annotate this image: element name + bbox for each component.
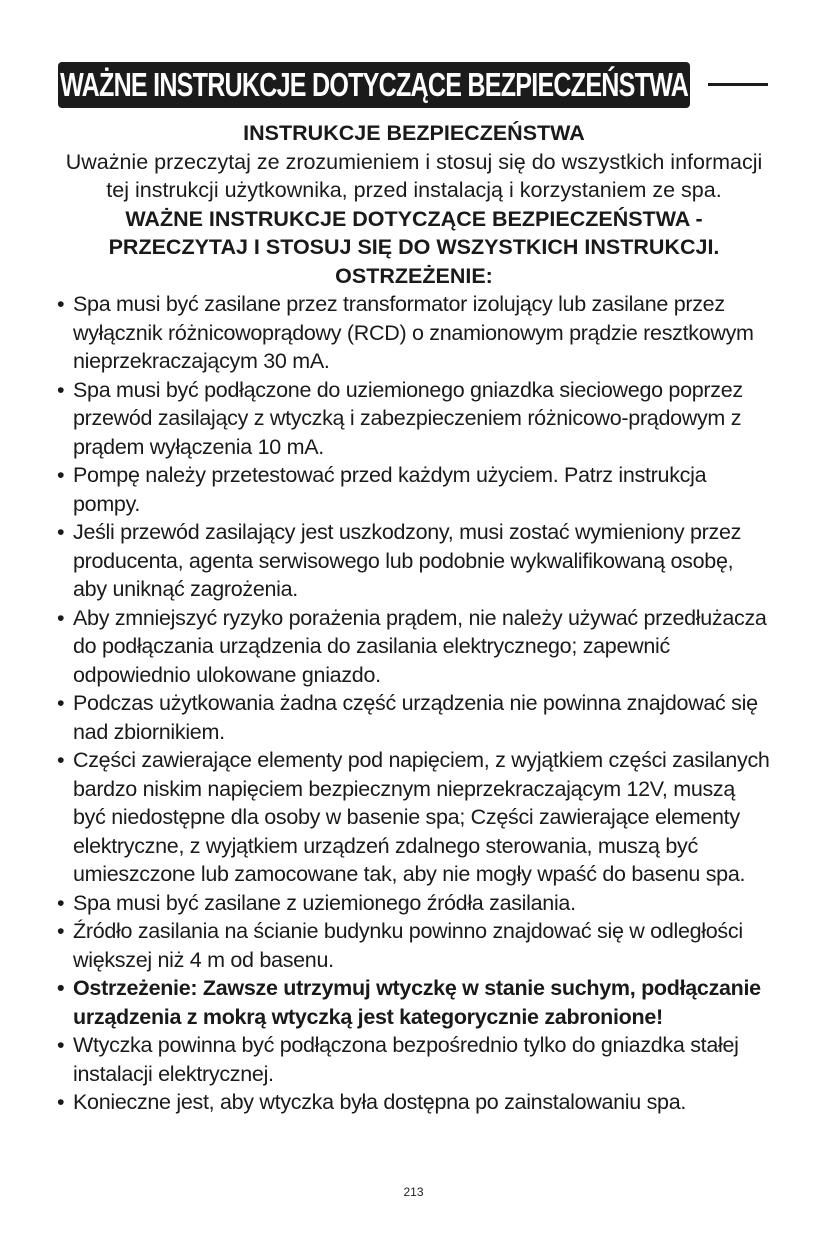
- safety-heading: INSTRUKCJE BEZPIECZEŃSTWA: [243, 121, 585, 145]
- list-item: • Jeśli przewód zasilający jest uszkodzony, musi zostać wymieniony przez producenta, agenta serwisowego lub podobnie wykwalifikowaną osobę, aby uniknąć zagrożenia.: [56, 518, 772, 604]
- page-content: [56, 119, 772, 1117]
- list-item: • Aby zmniejszyć ryzyko porażenia prądem, nie należy używać przedłużacza do podłączania urządzenia do zasilania elektrycznego; zapewnić odpowiednio ulokowane gniazdo.: [56, 604, 772, 690]
- section-header-banner: [58, 62, 690, 108]
- section-header: [58, 62, 770, 108]
- list-item: • Konieczne jest, aby wtyczka była dostępna po zainstalowaniu spa.: [56, 1088, 772, 1117]
- list-item: • Spa musi być zasilane przez transformator izolujący lub zasilane przez wyłącznik różnicowoprądowy (RCD) o znamionowym prądzie resztkowym nieprzekraczającym 30 mA.: [56, 290, 772, 376]
- list-item-warning: • Ostrzeżenie: Zawsze utrzymuj wtyczkę w stanie suchym, podłączanie urządzenia z mokrą wtyczką jest kategorycznie zabronione!: [56, 974, 772, 1031]
- section-title: WAŻNE INSTRUKCJE DOTYCZĄCE BEZPIECZEŃSTWA: [60, 66, 688, 103]
- list-item: • Pompę należy przetestować przed każdym użyciem. Patrz instrukcja pompy.: [56, 461, 772, 518]
- intro-paragraph: Uważnie przeczytaj ze zrozumieniem i stosuj się do wszystkich informacji tej instrukcji użytkownika, przed instalacją i korzystaniem ze spa.: [65, 149, 763, 202]
- list-item: • Wtyczka powinna być podłączona bezpośrednio tylko do gniazdka stałej instalacji elektrycznej.: [56, 1031, 772, 1088]
- list-item: • Spa musi być podłączone do uziemionego gniazdka sieciowego poprzez przewód zasilający z wtyczką i zabezpieczeniem różnicowo-prądowym z prądem wyłączenia 10 mA.: [56, 376, 772, 462]
- list-item: • Podczas użytkowania żadna część urządzenia nie powinna znajdować się nad zbiornikiem.: [56, 689, 772, 746]
- important-notice: WAŻNE INSTRUKCJE DOTYCZĄCE BEZPIECZEŃSTWA - PRZECZYTAJ I STOSUJ SIĘ DO WSZYSTKICH INSTRUKCJI.: [108, 206, 720, 259]
- warning-label: OSTRZEŻENIE:: [335, 263, 493, 288]
- page-number: 213: [403, 1185, 424, 1199]
- safety-instructions-list: [56, 290, 772, 1117]
- header-rule: [708, 83, 768, 86]
- list-item: • Źródło zasilania na ścianie budynku powinno znajdować się w odległości większej niż 4 m od basenu.: [56, 917, 772, 974]
- list-item: • Spa musi być zasilane z uziemionego źródła zasilania.: [56, 889, 772, 918]
- list-item: • Części zawierające elementy pod napięciem, z wyjątkiem części zasilanych bardzo niskim napięciem bezpiecznym nieprzekraczającym 12V, muszą być niedostępne dla osoby w basenie spa; Części zawierające elementy elektryczne, z wyjątkiem urządzeń zdalnego sterowania, muszą być umieszczone lub zamocowane tak, aby nie mogły wpaść do basenu spa.: [56, 746, 772, 889]
